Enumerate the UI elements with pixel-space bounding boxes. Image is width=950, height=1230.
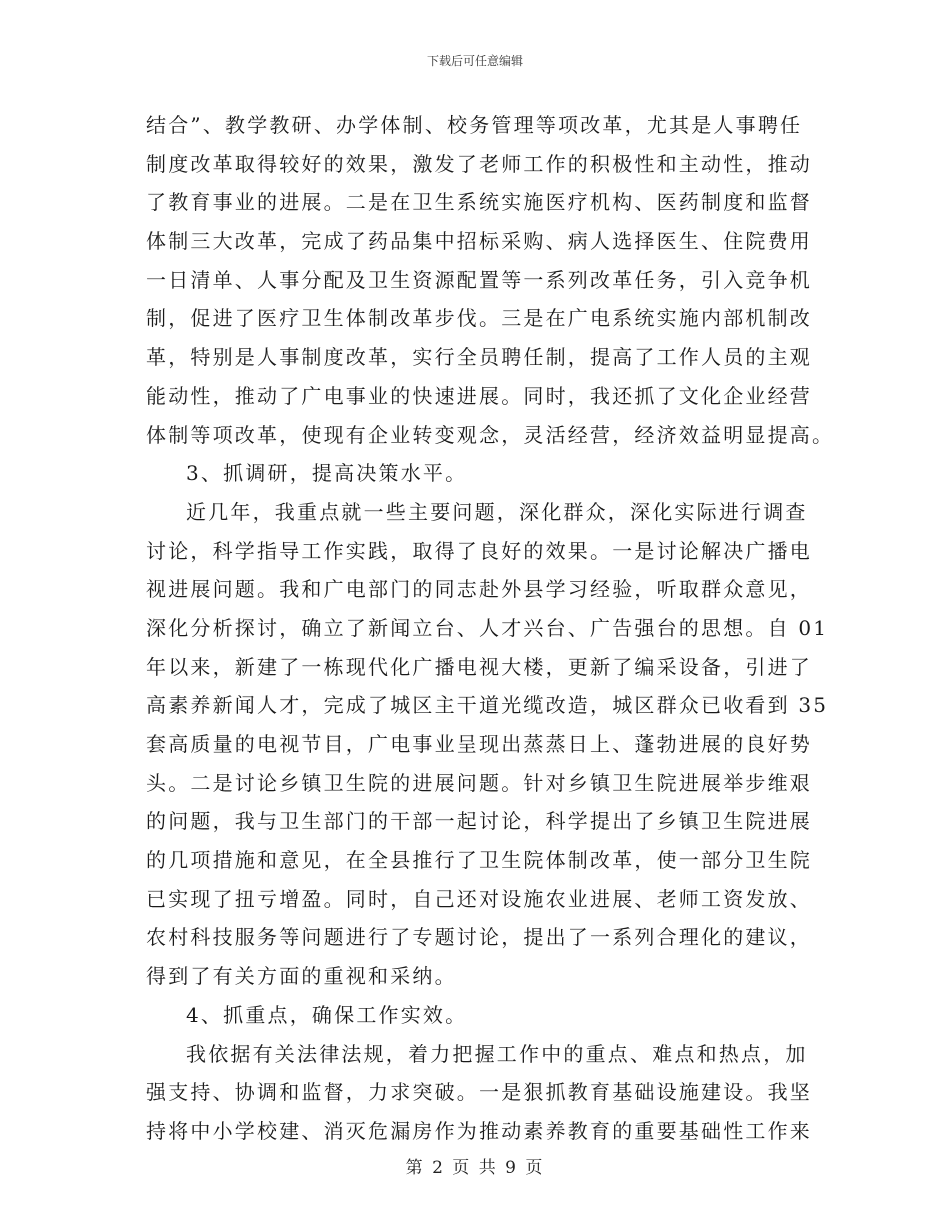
text-line: 了教育事业的进展。二是在卫生系统实施医疗机构、医药制度和监督 <box>146 190 812 215</box>
text-line: 的问题，我与卫生部门的干部一起讨论，科学提出了乡镇卫生院进展 <box>146 809 812 834</box>
text-line: 视进展问题。我和广电部门的同志赴外县学习经验，听取群众意见， <box>146 577 812 602</box>
text-line: 体制等项改革，使现有企业转变观念，灵活经营，经济效益明显提高。 <box>146 422 835 447</box>
section-heading: 3、抓调研，提高决策水平。 <box>186 461 468 486</box>
text-line: 套高质量的电视节目，广电事业呈现出蒸蒸日上、蓬勃进展的良好势 <box>146 732 812 756</box>
text-line: 体制三大改革，完成了药品集中招标采购、病人选择医生、住院费用 <box>146 229 812 254</box>
text-line: 制，促进了医疗卫生体制改革步伐。三是在广电系统实施内部机制改 <box>146 306 812 331</box>
text-line: 高素养新闻人才，完成了城区主干道光缆改造，城区群众已收看到 35 <box>146 693 829 718</box>
text-line: 头。二是讨论乡镇卫生院的进展问题。针对乡镇卫生院进展举步维艰 <box>146 770 812 795</box>
page-header: 下载后可任意编辑 <box>426 54 523 68</box>
text-line: 的几项措施和意见，在全县推行了卫生院体制改革，使一部分卫生院 <box>146 848 812 873</box>
text-line: 强支持、协调和监督，力求突破。一是狠抓教育基础设施建设。我坚 <box>146 1080 812 1105</box>
text-line: 制度改革取得较好的效果，激发了老师工作的积极性和主动性，推动 <box>146 151 812 176</box>
text-line: 年以来，新建了一栋现代化广播电视大楼，更新了编采设备，引进了 <box>146 654 812 679</box>
text-line: 讨论，科学指导工作实践，取得了良好的效果。一是讨论解决广播电 <box>146 538 812 563</box>
text-line: 深化分析探讨，确立了新闻立台、人才兴台、广告强台的思想。自 01 <box>146 615 829 640</box>
text-line: 我依据有关法律法规，着力把握工作中的重点、难点和热点，加 <box>186 1041 808 1066</box>
text-line: 能动性，推动了广电事业的快速进展。同时，我还抓了文化企业经营 <box>146 383 812 408</box>
page-number-footer: 第 2 页 共 9 页 <box>405 1158 545 1178</box>
text-line: 结合”、教学教研、办学体制、校务管理等项改革，尤其是人事聘任 <box>146 113 803 137</box>
text-line: 农村科技服务等问题进行了专题讨论，提出了一系列合理化的建议， <box>146 925 812 950</box>
text-line: 一日清单、人事分配及卫生资源配置等一系列改革任务，引入竞争机 <box>146 267 812 292</box>
text-line: 得到了有关方面的重视和采纳。 <box>146 964 457 989</box>
document-body <box>146 106 835 1151</box>
text-line: 已实现了扭亏增盈。同时，自己还对设施农业进展、老师工资发放、 <box>146 886 812 911</box>
text-line: 革，特别是人事制度改革，实行全员聘任制，提高了工作人员的主观 <box>146 345 812 370</box>
text-line: 近几年，我重点就一些主要问题，深化群众，深化实际进行调查 <box>186 499 808 524</box>
text-line: 持将中小学校建、消灭危漏房作为推动素养教育的重要基础性工作来 <box>146 1118 812 1143</box>
section-heading: 4、抓重点，确保工作实效。 <box>186 1002 468 1027</box>
